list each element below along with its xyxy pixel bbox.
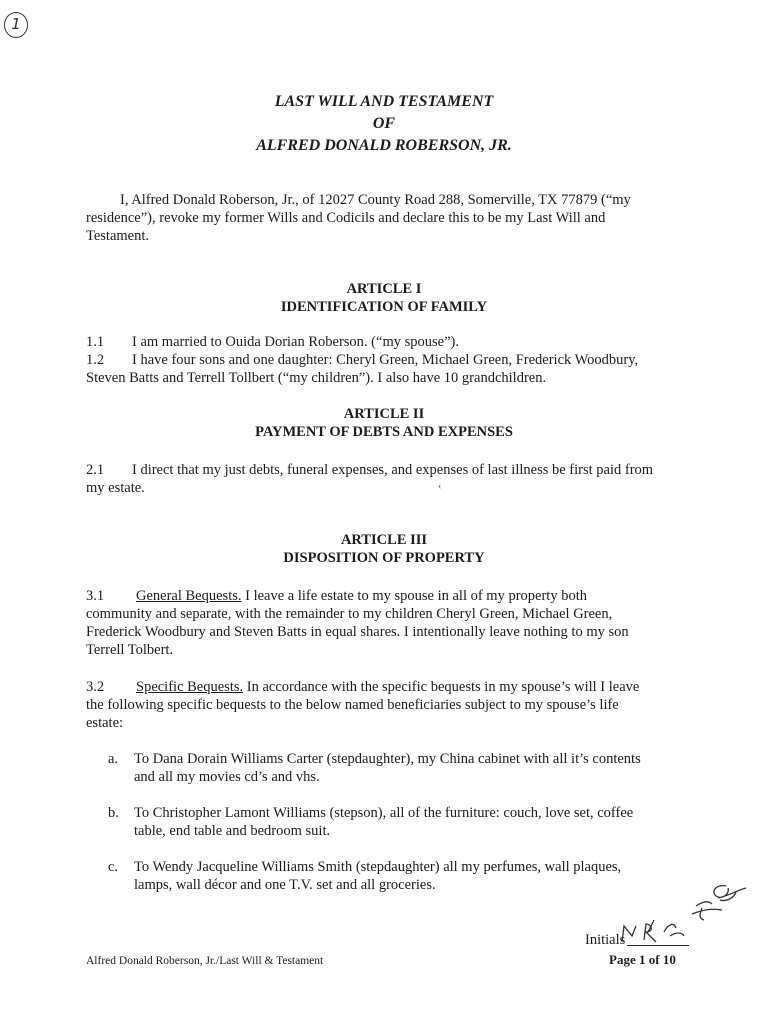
- title-line-2: OF: [372, 115, 396, 132]
- section-text-line-1: I direct that my just debts, funeral expenses, and expenses of last illness be first paid from: [132, 462, 654, 478]
- title-line-1: LAST WILL AND TESTAMENT: [274, 93, 494, 110]
- section-title: General Bequests.: [136, 588, 242, 604]
- section-title: Specific Bequests.: [136, 679, 244, 695]
- article-1-heading: IDENTIFICATION OF FAMILY: [280, 299, 488, 315]
- section-number: 2.1: [86, 462, 105, 478]
- page-current: 1: [638, 952, 646, 967]
- page-indicator: [609, 951, 676, 969]
- item-line-2: table, end table and bedroom suit.: [134, 823, 331, 839]
- intro-paragraph: [86, 191, 686, 245]
- section-1-1: [86, 333, 686, 351]
- article-2-heading: PAYMENT OF DEBTS AND EXPENSES: [255, 424, 513, 440]
- item-line-2: lamps, wall décor and one T.V. set and all groceries.: [134, 877, 436, 893]
- document-title: [0, 91, 768, 157]
- section-text-line-1: I have four sons and one daughter: Cheryl Green, Michael Green, Frederick Woodbury,: [132, 352, 639, 368]
- intro-line-2: residence”), revoke my former Wills and Codicils and declare this to be my Last Will and: [86, 210, 606, 226]
- item-line-2: and all my movies cd’s and vhs.: [134, 769, 320, 785]
- title-line-3: ALFRED DONALD ROBERSON, JR.: [256, 137, 512, 154]
- intro-line-1: I, Alfred Donald Roberson, Jr., of 12027 County Road 288, Somerville, TX 77879 (“my: [120, 192, 631, 208]
- section-text-line-4: Terrell Tolbert.: [86, 642, 174, 658]
- section-number: 1.1: [86, 334, 105, 350]
- article-1-label: ARTICLE I: [346, 281, 422, 297]
- stray-pen-mark: ‹: [438, 481, 442, 492]
- section-text-line-2: the following specific bequests to the below named beneficiaries subject to my spouse’s life: [86, 697, 619, 713]
- section-text-line-2: community and separate, with the remainder to my children Cheryl Green, Michael Green,: [86, 606, 613, 622]
- section-number: 1.2: [86, 352, 105, 368]
- section-text-line-3: estate:: [86, 715, 124, 731]
- section-2-1: [86, 461, 686, 497]
- item-letter: b.: [108, 805, 119, 821]
- initials-line: [627, 945, 689, 946]
- section-text-line-2: Steven Batts and Terrell Tollbert (“my children”). I also have 10 grandchildren.: [86, 370, 547, 386]
- item-line-1: To Christopher Lamont Williams (stepson), all of the furniture: couch, love set, coffee: [134, 805, 634, 821]
- footer-document-label: Alfred Donald Roberson, Jr./Last Will & Testament: [86, 955, 324, 967]
- handwritten-signature: [618, 880, 758, 950]
- initials-label: Initials: [585, 932, 626, 948]
- page-total: 10: [662, 952, 676, 967]
- item-letter: a.: [108, 751, 119, 767]
- section-text-line-3: Frederick Woodbury and Steven Batts in equal shares. I intentionally leave nothing to my son: [86, 624, 629, 640]
- item-line-1: To Dana Dorain Williams Carter (stepdaughter), my China cabinet with all it’s contents: [134, 751, 641, 767]
- section-text: I am married to Ouida Dorian Roberson. (“my spouse”).: [132, 334, 459, 350]
- intro-line-3: Testament.: [86, 228, 150, 244]
- item-letter: c.: [108, 859, 119, 875]
- section-3-1: [86, 587, 686, 659]
- section-text-line-1: I leave a life estate to my spouse in all of my property both: [241, 588, 587, 604]
- section-1-2: [86, 351, 686, 387]
- handwritten-page-number: 1: [4, 12, 28, 38]
- page-of: of: [645, 952, 663, 967]
- section-number: 3.2: [86, 679, 105, 695]
- section-text-line-2: my estate.: [86, 480, 145, 496]
- article-3-heading: DISPOSITION OF PROPERTY: [283, 550, 485, 566]
- article-3-label: ARTICLE III: [340, 532, 428, 548]
- page-prefix: Page: [609, 952, 639, 967]
- section-text-line-1: In accordance with the specific bequests in my spouse’s will I leave: [243, 679, 640, 695]
- section-number: 3.1: [86, 588, 105, 604]
- section-3-2: [86, 678, 686, 732]
- item-line-1: To Wendy Jacqueline Williams Smith (stepdaughter) all my perfumes, wall plaques,: [134, 859, 622, 875]
- article-2-label: ARTICLE II: [343, 406, 425, 422]
